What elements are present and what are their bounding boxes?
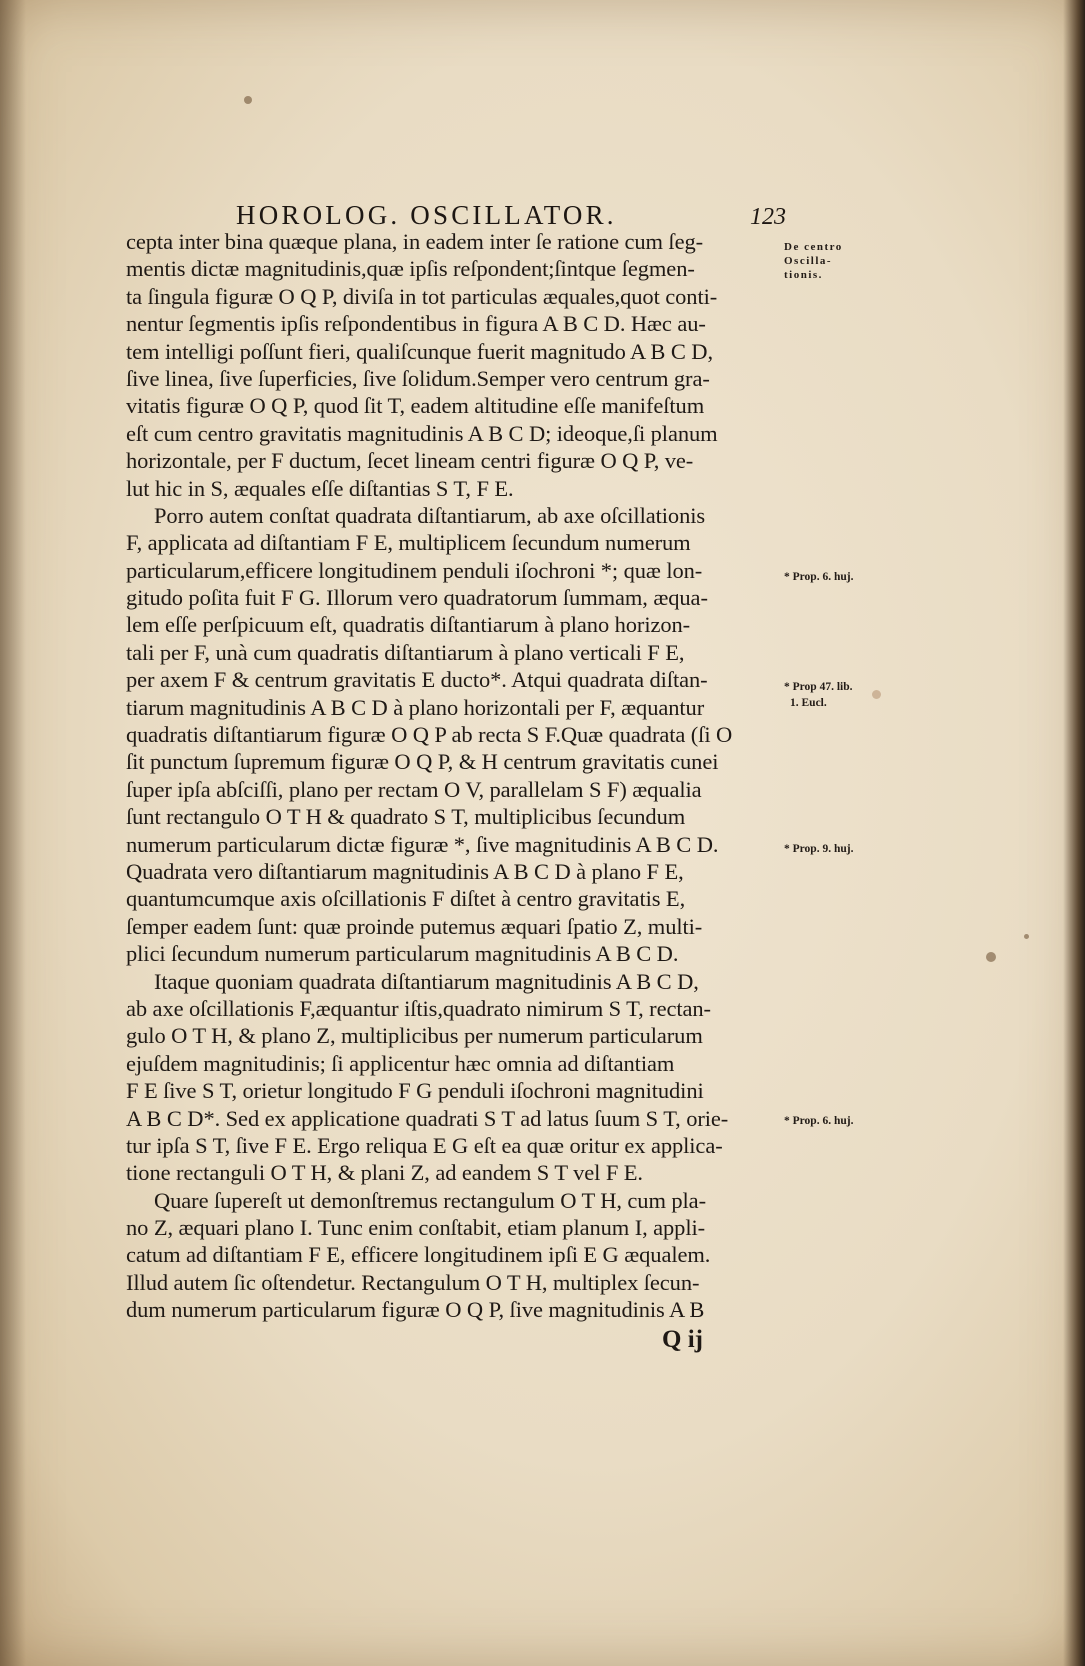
text-line: F E ſive S T, orietur longitudo F G penduli iſochroni magnitudini [126,1078,704,1104]
paragraph-start-line: Porro autem conſtat quadrata diſtantiarum, ab axe oſcillationis [154,502,706,528]
margin-heading [784,240,843,282]
signature-mark: Q ij [662,1326,703,1353]
text-line: ab axe oſcillationis F,æquantur iſtis,quadrato nimirum S T, rectan- [126,995,711,1021]
margin-note: * Prop. 6. huj. [784,1115,854,1127]
text-line: per axem F & centrum gravitatis E ducto*. Atqui quadrata diſtan- [126,667,708,693]
page-number: 123 [750,204,786,230]
text-line: particularum,efficere longitudinem penduli iſochroni *; quæ lon- [126,557,703,583]
paragraph-start-line: Itaque quoniam quadrata diſtantiarum magnitudinis A B C D, [154,968,699,994]
text-line: tem intelligi poſſunt fieri, qualiſcunque fuerit magnitudo A B C D, [126,338,713,364]
text-line: cepta inter bina quæque plana, in eadem inter ſe ratione cum ſeg- [126,229,704,254]
text-line: Quadrata vero diſtantiarum magnitudinis A B C D à plano F E, [126,858,684,884]
text-line: nentur ſegmentis ipſis reſpondentibus in figura A B C D. Hæc au- [126,311,706,337]
text-line: ta ſingula figuræ O Q P, diviſa in tot particulas æquales,quot conti- [126,283,718,309]
text-line: mentis dictæ magnitudinis,quæ ipſis reſpondent;ſintque ſegmen- [126,256,695,282]
text-line: quantumcumque axis oſcillationis F diſtet à centro gravitatis E, [126,886,686,912]
margin-heading-line: De centro [784,241,843,253]
text-line: numerum particularum dictæ figuræ *, ſive magnitudinis A B C D. [126,831,719,857]
text-line: ejuſdem magnitudinis; ſi applicentur hæc omnia ad diſtantiam [126,1050,675,1076]
margin-heading-line: tionis. [784,269,823,281]
margin-heading-line: Oscilla- [784,255,833,267]
foxing-spot [872,690,881,699]
margin-note: * Prop. 6. huj. [784,571,854,583]
text-line: dum numerum particularum figuræ O Q P, ſive magnitudinis A B [126,1297,705,1323]
text-line: Illud autem ſic oſtendetur. Rectangulum O T H, multiplex ſecun- [126,1269,700,1295]
foxing-spot [1024,934,1029,939]
text-line: ſit punctum ſupremum figuræ O Q P, & H centrum gravitatis cunei [126,749,719,775]
text-line: quadratis diſtantiarum figuræ O Q P ab recta S F.Quæ quadrata (ſi O [126,722,733,748]
text-line: ſunt rectangulo O T H & quadrato S T, multiplicibus ſecundum [126,804,686,830]
text-line: tiarum magnitudinis A B C D à plano horizontali per F, æquantur [126,694,705,720]
text-line: tione rectanguli O T H, & plani Z, ad eandem S T vel F E. [126,1160,643,1186]
margin-note: * Prop. 9. huj. [784,843,854,855]
text-line: F, applicata ad diſtantiam F E, multiplicem ſecundum numerum [126,530,691,556]
text-line: plici ſecundum numerum particularum magnitudinis A B C D. [126,941,679,967]
page-edge [1063,0,1085,1666]
body-text [126,228,778,1324]
text-line: ſuper ipſa abſciſſi, plano per rectam O V, parallelam S F) æqualia [126,776,702,802]
text-line: gulo O T H, & plano Z, multiplicibus per numerum particularum [126,1023,703,1049]
text-line: tali per F, unà cum quadratis diſtantiarum à plano verticali F E, [126,639,685,665]
text-line: gitudo poſita fuit F G. Illorum vero quadratorum ſummam, æqua- [126,585,708,611]
text-line: horizontale, per F ductum, ſecet lineam centri figuræ O Q P, ve- [126,448,694,474]
text-line: eſt cum centro gravitatis magnitudinis A B C D; ideoque,ſi planum [126,420,718,446]
text-line: lut hic in S, æquales eſſe diſtantias S T, F E. [126,475,514,501]
paragraph-start-line: Quare ſupereſt ut demonſtremus rectangulum O T H, cum pla- [154,1187,706,1213]
margin-note: * Prop 47. lib. [784,681,853,693]
text-line: lem eſſe perſpicuum eſt, quadratis diſtantiarum à plano horizon- [126,612,691,638]
running-title: HOROLOG. OSCILLATOR. [236,200,617,230]
text-line: catum ad diſtantiam F E, efficere longitudinem ipſi E G æqualem. [126,1242,711,1268]
text-line: vitatis figuræ O Q P, quod ſit T, eadem altitudine eſſe manifeſtum [126,393,705,419]
text-line: no Z, æquari plano I. Tunc enim conſtabit, etiam planum I, appli- [126,1215,706,1241]
margin-note: 1. Eucl. [790,697,827,709]
text-line: tur ipſa S T, ſive F E. Ergo reliqua E G eſt ea quæ oritur ex applica- [126,1132,723,1158]
foxing-spot [244,96,252,104]
text-line: A B C D*. Sed ex applicatione quadrati S T ad latus ſuum S T, orie- [126,1105,729,1131]
text-line: ſive linea, ſive ſuperficies, ſive ſolidum.Semper vero centrum gra- [126,365,710,391]
gutter-shadow [0,0,26,1666]
foxing-spot [986,952,996,962]
text-line: ſemper eadem ſunt: quæ proinde putemus æquari ſpatio Z, multi- [126,913,703,939]
